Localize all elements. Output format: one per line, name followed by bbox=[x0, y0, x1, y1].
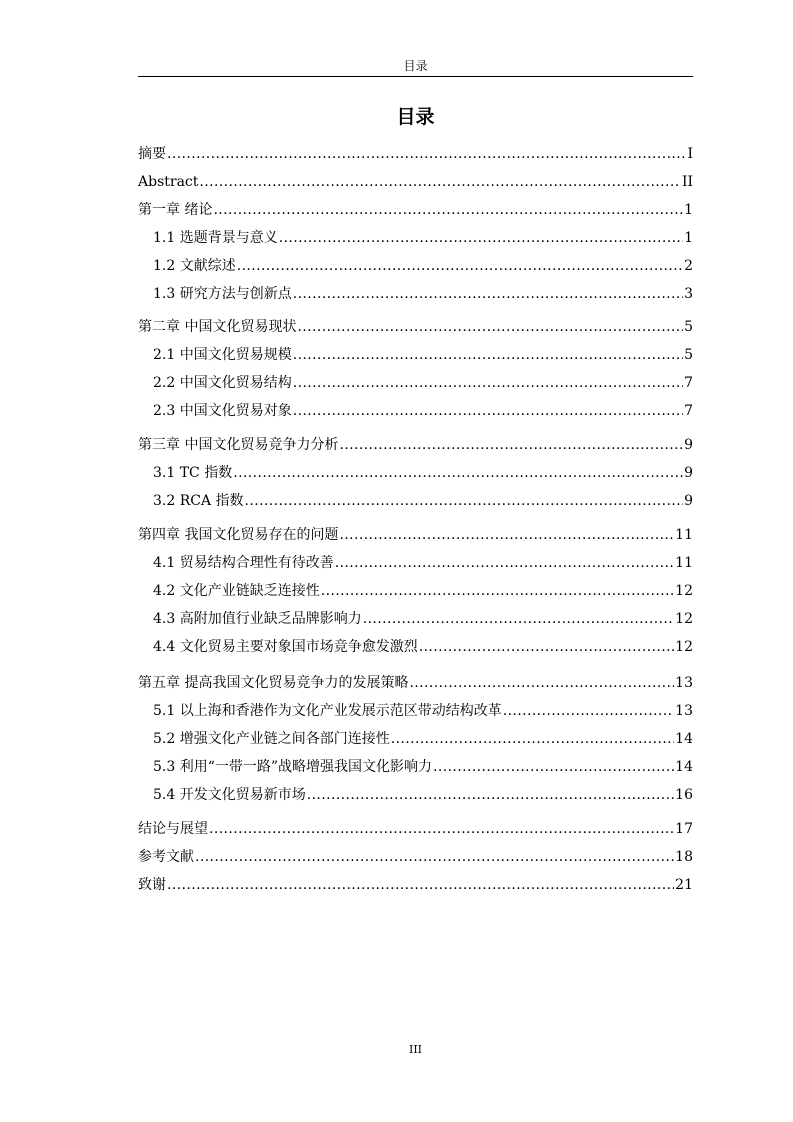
toc-leader bbox=[335, 551, 674, 575]
toc-leader bbox=[279, 226, 683, 250]
toc-leader bbox=[293, 371, 683, 395]
toc-entry-title: 1.2 文献综述 bbox=[153, 258, 236, 274]
toc-entry-page: 11 bbox=[675, 555, 693, 571]
page-title: 目录 bbox=[396, 106, 435, 128]
toc-leader bbox=[433, 755, 674, 779]
toc-entry-title: 结论与展望 bbox=[138, 821, 208, 837]
toc-leader bbox=[307, 783, 674, 807]
running-header: 目录 bbox=[403, 59, 428, 73]
toc-entry-title: 1.3 研究方法与创新点 bbox=[153, 286, 292, 302]
toc-entry-page: 12 bbox=[675, 583, 693, 599]
toc-entry-section-4-2[interactable] bbox=[153, 579, 693, 603]
toc-entry-title: 第五章 提高我国文化贸易竞争力的发展策略 bbox=[138, 675, 409, 691]
toc-entry-title: 2.2 中国文化贸易结构 bbox=[153, 375, 292, 391]
toc-leader bbox=[293, 282, 683, 306]
toc-entry-title: 参考文献 bbox=[138, 849, 194, 865]
toc-entry-title: 致谢 bbox=[138, 877, 166, 893]
toc-entry-title: 4.1 贸易结构合理性有待改善 bbox=[153, 555, 334, 571]
toc-leader bbox=[167, 142, 686, 166]
toc-entry-page: 13 bbox=[675, 675, 693, 691]
toc-entry-page: 9 bbox=[684, 465, 693, 481]
toc-entry-section-2-2[interactable] bbox=[153, 371, 693, 395]
toc-entry-section-1-1[interactable] bbox=[153, 226, 693, 250]
toc-leader bbox=[245, 489, 684, 513]
toc-entry-title: 5.2 增强文化产业链之间各部门连接性 bbox=[153, 731, 390, 747]
toc-entry-title: 5.4 开发文化贸易新市场 bbox=[153, 787, 306, 803]
toc-leader bbox=[409, 671, 674, 695]
toc-entry-page: 11 bbox=[675, 527, 693, 543]
toc-entry-abstract-cn[interactable] bbox=[138, 142, 693, 166]
toc-entry-page: 14 bbox=[675, 731, 693, 747]
toc-entry-title: 1.1 选题背景与意义 bbox=[153, 230, 278, 246]
toc-leader bbox=[213, 198, 683, 222]
toc-entry-page: 3 bbox=[684, 286, 693, 302]
toc-leader bbox=[167, 873, 674, 897]
toc-entry-page: 17 bbox=[675, 821, 693, 837]
toc-entry-title: 3.2 RCA 指数 bbox=[153, 493, 244, 509]
toc-leader bbox=[293, 399, 683, 423]
toc-entry-page: 9 bbox=[684, 493, 693, 509]
toc-leader bbox=[293, 343, 683, 367]
toc-leader bbox=[199, 170, 681, 194]
toc-entry-section-2-3[interactable] bbox=[153, 399, 693, 423]
toc-entry-chapter-5[interactable] bbox=[138, 671, 693, 695]
toc-entry-page: 13 bbox=[675, 703, 693, 719]
toc-entry-title: 摘要 bbox=[138, 146, 166, 162]
toc-entry-title: 第一章 绪论 bbox=[138, 202, 213, 218]
toc-entry-section-5-1[interactable] bbox=[153, 699, 693, 723]
toc-entry-page: 18 bbox=[675, 849, 693, 865]
toc-leader bbox=[419, 635, 674, 659]
toc-entry-chapter-4[interactable] bbox=[138, 523, 693, 547]
toc-entry-page: 9 bbox=[684, 437, 693, 453]
toc-leader bbox=[297, 315, 683, 339]
toc-entry-page: 2 bbox=[684, 258, 693, 274]
toc-leader bbox=[339, 523, 674, 547]
toc-entry-title: 第二章 中国文化贸易现状 bbox=[138, 319, 297, 335]
toc-entry-page: 7 bbox=[684, 375, 693, 391]
toc-leader bbox=[233, 461, 683, 485]
toc-entry-section-5-4[interactable] bbox=[153, 783, 693, 807]
toc-leader bbox=[237, 254, 683, 278]
toc-leader bbox=[363, 607, 674, 631]
toc-entry-title: 5.1 以上海和香港作为文化产业发展示范区带动结构改革 bbox=[153, 703, 502, 719]
toc-entry-chapter-2[interactable] bbox=[138, 315, 693, 339]
toc-entry-title: 2.3 中国文化贸易对象 bbox=[153, 403, 292, 419]
toc-entry-section-3-2[interactable] bbox=[153, 489, 693, 513]
toc-entry-title: 第四章 我国文化贸易存在的问题 bbox=[138, 527, 339, 543]
toc-entry-section-1-2[interactable] bbox=[153, 254, 693, 278]
toc-entry-title: 第三章 中国文化贸易竞争力分析 bbox=[138, 437, 339, 453]
toc-entry-title: 4.2 文化产业链缺乏连接性 bbox=[153, 583, 320, 599]
toc-entry-page: 5 bbox=[684, 347, 693, 363]
toc-entry-page: 7 bbox=[684, 403, 693, 419]
toc-leader bbox=[339, 433, 683, 457]
toc-entry-page: 1 bbox=[684, 202, 693, 218]
toc-entry-title: 4.3 高附加值行业缺乏品牌影响力 bbox=[153, 611, 362, 627]
toc-leader bbox=[391, 727, 674, 751]
toc-entry-page: I bbox=[687, 146, 693, 162]
toc-entry-acknowledgements[interactable] bbox=[138, 873, 693, 897]
toc-entry-title: 3.1 TC 指数 bbox=[153, 465, 233, 481]
toc-entry-page: 12 bbox=[675, 639, 693, 655]
toc-entry-page: II bbox=[681, 174, 693, 190]
toc-leader bbox=[321, 579, 674, 603]
toc-entry-title: 2.1 中国文化贸易规模 bbox=[153, 347, 292, 363]
toc-entry-title: 4.4 文化贸易主要对象国市场竞争愈发激烈 bbox=[153, 639, 418, 655]
toc-entry-section-5-3[interactable] bbox=[153, 755, 693, 779]
toc-entry-section-4-4[interactable] bbox=[153, 635, 693, 659]
toc-entry-section-3-1[interactable] bbox=[153, 461, 693, 485]
toc-entry-page: 5 bbox=[684, 319, 693, 335]
toc-entry-section-4-3[interactable] bbox=[153, 607, 693, 631]
toc-entry-chapter-1[interactable] bbox=[138, 198, 693, 222]
toc-entry-page: 14 bbox=[675, 759, 693, 775]
toc-entry-title: Abstract bbox=[138, 174, 199, 190]
toc-entry-conclusion[interactable] bbox=[138, 817, 693, 841]
toc-entry-title: 5.3 利用“一带一路”战略增强我国文化影响力 bbox=[153, 759, 433, 775]
toc-entry-section-2-1[interactable] bbox=[153, 343, 693, 367]
page-number: III bbox=[408, 1043, 423, 1056]
toc-entry-page: 21 bbox=[675, 877, 693, 893]
toc-entry-page: 12 bbox=[675, 611, 693, 627]
toc-entry-chapter-3[interactable] bbox=[138, 433, 693, 457]
toc-leader bbox=[503, 699, 674, 723]
toc-entry-abstract-en[interactable] bbox=[138, 170, 693, 194]
toc-entry-references[interactable] bbox=[138, 845, 693, 869]
toc-leader bbox=[195, 845, 674, 869]
toc-leader bbox=[209, 817, 674, 841]
toc-entry-section-1-3[interactable] bbox=[153, 282, 693, 306]
header-rule bbox=[138, 76, 693, 77]
toc-entry-page: 1 bbox=[684, 230, 693, 246]
toc-entry-page: 16 bbox=[675, 787, 693, 803]
toc-entry-section-5-2[interactable] bbox=[153, 727, 693, 751]
toc-entry-section-4-1[interactable] bbox=[153, 551, 693, 575]
